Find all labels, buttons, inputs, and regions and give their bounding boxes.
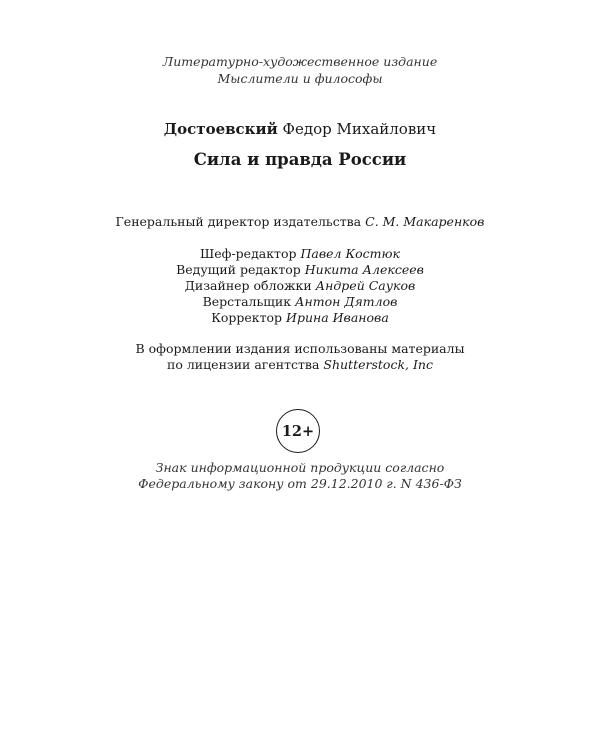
age-notice-line: Знак информационной продукции согласно	[155, 460, 445, 475]
series-info	[0, 53, 600, 87]
author-given-names: Федор Михайлович	[282, 120, 437, 138]
staff-name: Никита Алексеев	[304, 262, 424, 277]
book-title: Сила и правда России	[193, 150, 407, 169]
staff-role: Ведущий редактор	[176, 262, 301, 277]
agency-suffix: , Inc	[405, 357, 433, 372]
staff-name: Ирина Иванова	[286, 310, 389, 325]
staff-role: Корректор	[211, 310, 283, 325]
license-line	[0, 357, 600, 373]
staff-row	[0, 262, 600, 278]
publication-type: Литературно-художественное издание	[162, 54, 438, 69]
staff-role: Верстальщик	[202, 294, 292, 309]
age-rating-notice	[0, 460, 600, 492]
staff-name: Антон Дятлов	[295, 294, 398, 309]
staff-row	[0, 310, 600, 326]
staff-name: Павел Костюк	[300, 246, 400, 261]
author-surname: Достоевский	[163, 120, 278, 138]
staff-row	[0, 246, 600, 262]
staff-name: Андрей Сауков	[315, 278, 416, 293]
age-notice-line: Федеральному закону от 29.12.2010 г. N 436-ФЗ	[138, 476, 462, 491]
author-line	[0, 120, 600, 138]
agency-name: Shutterstock	[323, 357, 406, 372]
staff-row	[0, 294, 600, 310]
series-name: Мыслители и философы	[217, 71, 383, 86]
license-prefix: по лицензии агентства	[167, 357, 320, 372]
materials-line: В оформлении издания использованы материалы	[135, 341, 465, 356]
staff-role: Шеф-редактор	[200, 246, 297, 261]
director-line	[0, 214, 600, 230]
director-name: С. М. Макаренков	[365, 214, 485, 229]
staff-row	[0, 278, 600, 294]
director-role: Генеральный директор издательства	[115, 214, 362, 229]
materials-credit	[0, 341, 600, 373]
staff-role: Дизайнер обложки	[184, 278, 312, 293]
staff-list	[0, 246, 600, 326]
age-rating-badge: 12+	[276, 409, 320, 453]
